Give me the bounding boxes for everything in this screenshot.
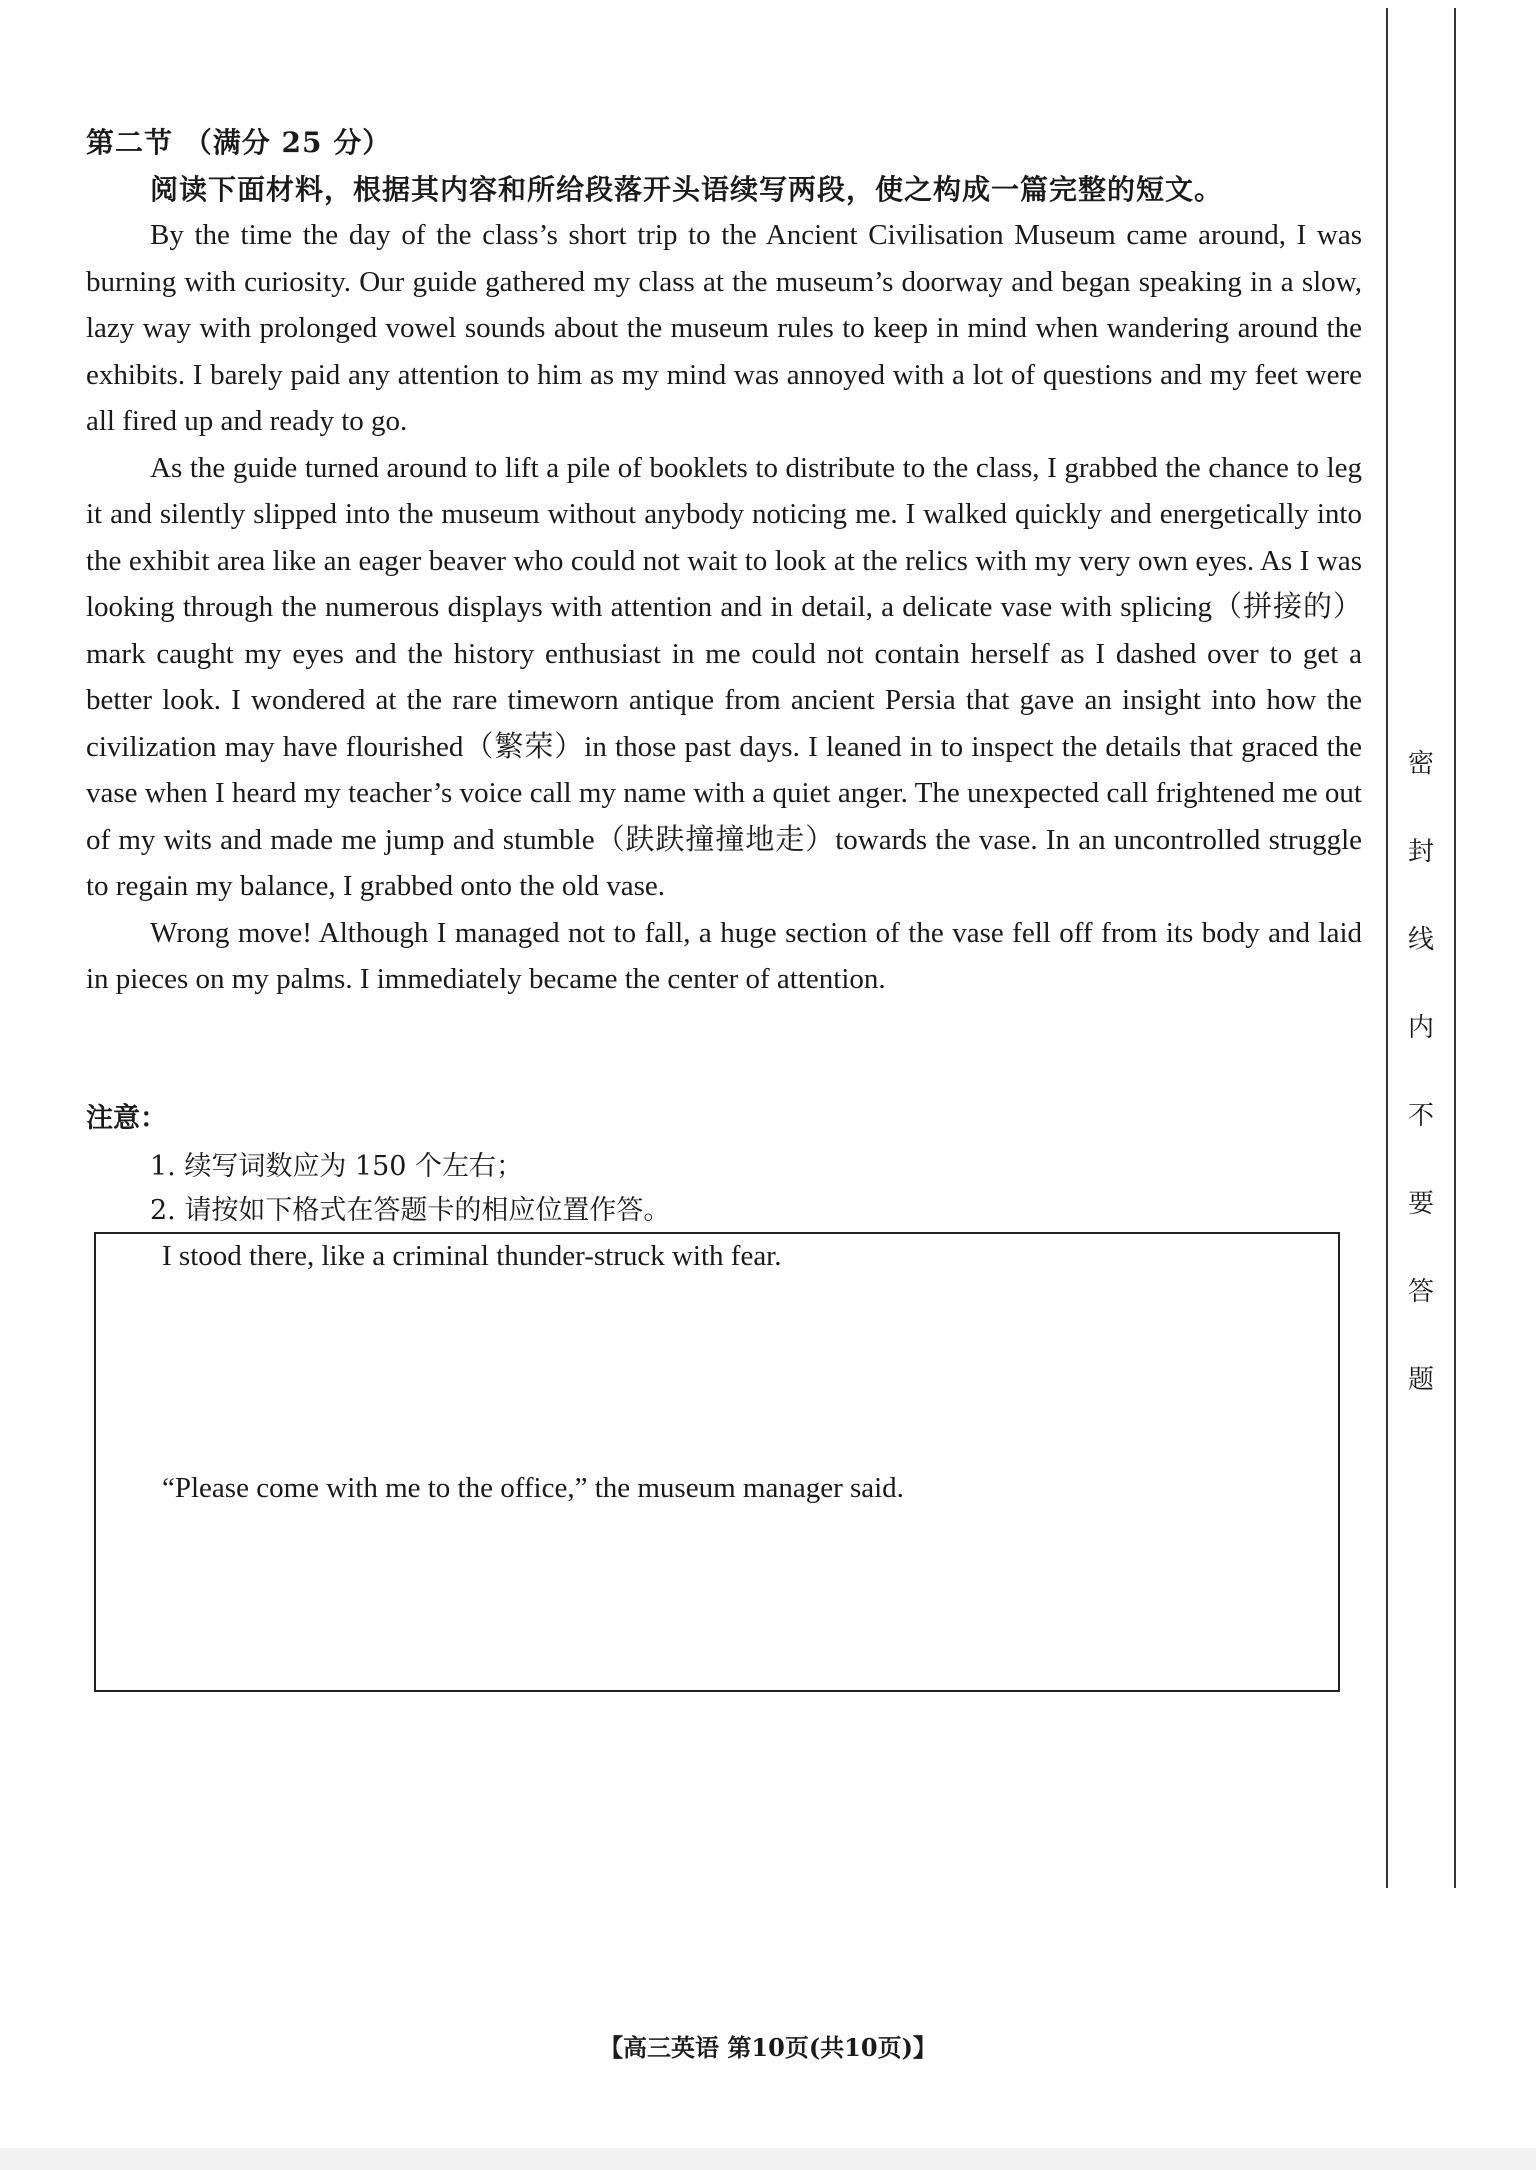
passage-paragraph-1: By the time the day of the class’s short trip to the Ancient Civilisation Museum came around, I was burning with curiosity. Our guide gathered my class at the museum’s doorway and began speaking in a slow, lazy way with prolonged vowel sounds about the museum rules to keep in mind when wandering around the exhibits. I barely paid any attention to him as my mind was annoyed with a lot of questions and my feet were all fired up and ready to go.: [86, 219, 1362, 437]
binding-char: 答: [1407, 1277, 1434, 1307]
paragraph-opening-2: “Please come with me to the office,” the museum manager said.: [162, 1472, 904, 1504]
answer-format-box: [94, 1232, 1340, 1692]
reading-passage: [86, 212, 1362, 1003]
binding-char: 密: [1407, 749, 1434, 779]
section-heading: 第二节 （满分 25 分）: [86, 126, 392, 159]
binding-char: 要: [1407, 1189, 1434, 1219]
binding-margin-warning: [1398, 720, 1444, 1424]
note-item-format: 2. 请按如下格式在答题卡的相应位置作答。: [150, 1195, 671, 1226]
scan-bottom-edge: [0, 2148, 1536, 2170]
binding-char: 线: [1407, 925, 1434, 955]
note-item-word-count: 1. 续写词数应为 150 个左右；: [150, 1151, 524, 1182]
passage-paragraph-3: Wrong move! Although I managed not to fall, a huge section of the vase fell off from its body and laid in pieces on my palms. I immediately became the center of attention.: [86, 916, 1362, 995]
binding-char: 内: [1407, 1013, 1434, 1043]
binding-char: 封: [1407, 837, 1434, 867]
binding-char: 题: [1407, 1365, 1434, 1395]
notes-heading: 注意：: [86, 1103, 167, 1134]
binding-line-right: [1454, 8, 1456, 1888]
page-footer: 【高三英语 第10页(共10页)】: [599, 2033, 937, 2062]
binding-line-left: [1386, 8, 1388, 1888]
paragraph-opening-1: I stood there, like a criminal thunder-struck with fear.: [162, 1240, 782, 1272]
task-instruction: 阅读下面材料，根据其内容和所给段落开头语续写两段，使之构成一篇完整的短文。: [150, 173, 1224, 206]
passage-paragraph-2: As the guide turned around to lift a pile of booklets to distribute to the class, I grabbed the chance to leg it and silently slipped into the museum without anybody noticing me. I walked quickly and energetically into the exhibit area like an eager beaver who could not wait to look at the relics with my very own eyes. As I was looking through the numerous displays with attention and in detail, a delicate vase with splicing（拼接的）mark caught my eyes and the history enthusiast in me could not contain herself as I dashed over to get a better look. I wondered at the rare timeworn antique from ancient Persia that gave an insight into how the civilization may have flourished（繁荣）in those past days. I leaned in to inspect the details that graced the vase when I heard my teacher’s voice call my name with a quiet anger. The unexpected call frightened me out of my wits and made me jump and stumble（趺趺撞撞地走）towards the vase. In an uncontrolled struggle to regain my balance, I grabbed onto the old vase.: [86, 451, 1362, 902]
binding-char: 不: [1407, 1101, 1434, 1131]
